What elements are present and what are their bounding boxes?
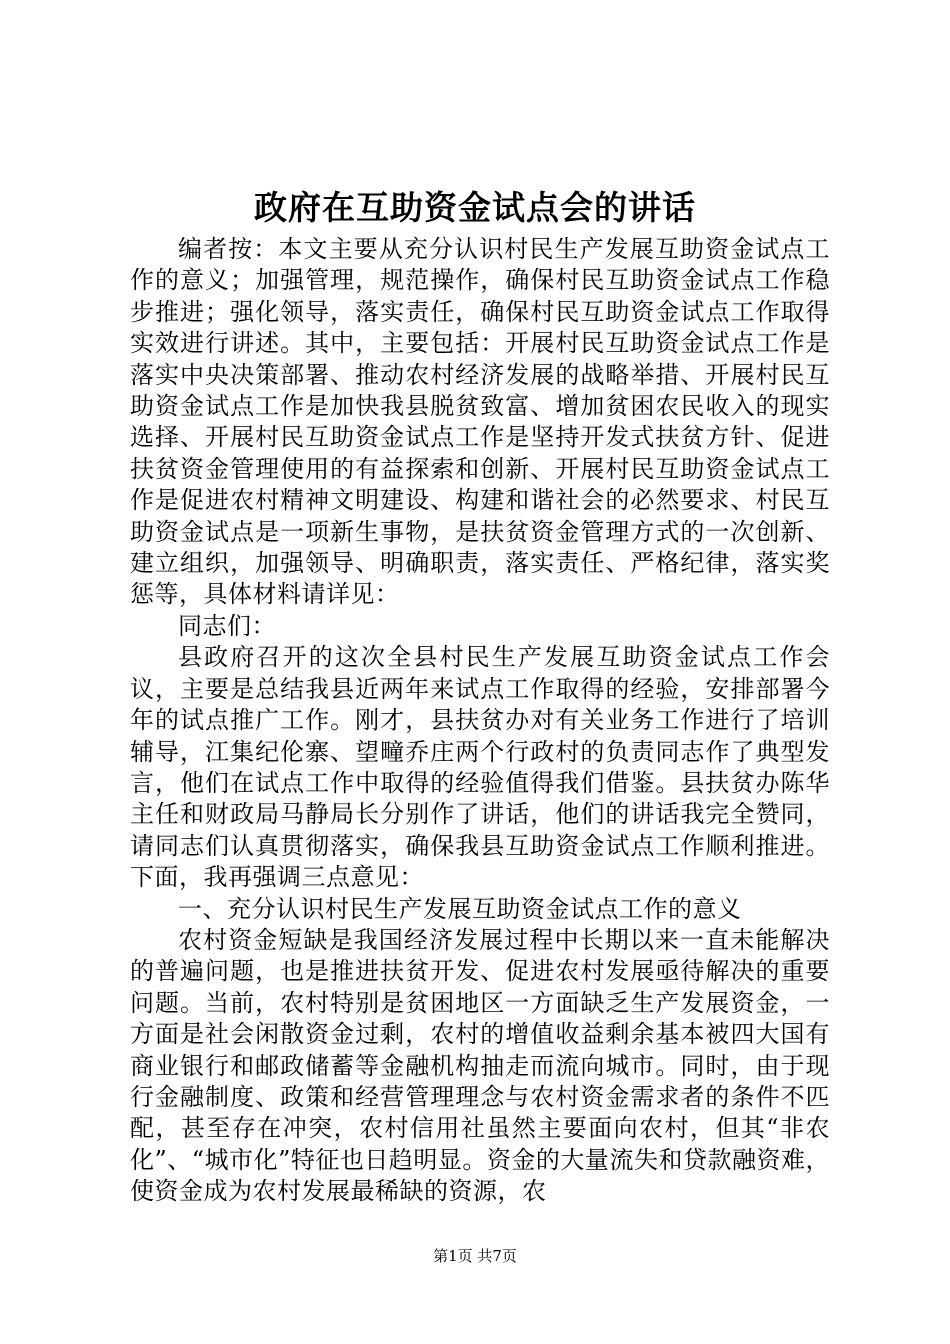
salutation-paragraph: 同志们： xyxy=(178,611,276,640)
editor-note-paragraph: 编者按：本文主要从充分认识村民生产发展互助资金试点工作的意义；加强管理，规范操作，确保村民互助资金试点工作稳步推进；强化领导，落实责任，确保村民互助资金试点工作取得实效进行讲述。其中，主要包括：开展村民互助资金试点工作是落实中央决策部署、推动农村经济发展的战略举措、开展村民互助资金试点工作是加快我县脱贫致富、增加贫困农民收入的现实选择、开展村民互助资金试点工作是坚持开发式扶贫方针、促进扶贫资金管理使用的有益探索和创新、开展村民互助资金试点工作是促进农村精神文明建设、构建和谐社会的必然要求、村民互助资金试点是一项新生事物，是扶贫资金管理方式的一次创新、建立组织，加强领导、明确职责，落实责任、严格纪律，落实奖惩等，具体材料请详见： xyxy=(130,235,830,609)
document-title: 政府在互助资金试点会的讲话 xyxy=(254,188,696,227)
document-body xyxy=(130,234,830,1208)
intro-paragraph: 县政府召开的这次全县村民生产发展互助资金试点工作会议，主要是总结我县近两年来试点工作取得的经验，安排部署今年的试点推广工作。刚才，县扶贫办对有关业务工作进行了培训辅导，江集纪伦寨、望疃乔庄两个行政村的负责同志作了典型发言，他们在试点工作中取得的经验值得我们借鉴。县扶贫办陈华主任和财政局马静局长分别作了讲话，他们的讲话我完全赞同，请同志们认真贯彻落实，确保我县互助资金试点工作顺利推进。下面，我再强调三点意见： xyxy=(130,643,830,892)
section-heading: 一、充分认识村民生产发展互助资金试点工作的意义 xyxy=(178,894,742,923)
page-footer: 第1页 共7页 xyxy=(433,1247,517,1265)
body-paragraph: 农村资金短缺是我国经济发展过程中长期以来一直未能解决的普遍问题，也是推进扶贫开发、促进农村发展亟待解决的重要问题。当前，农村特别是贫困地区一方面缺乏生产发展资金，一方面是社会闲散资金过剩，农村的增值收益剩余基本被四大国有商业银行和邮政储蓄等金融机构抽走而流向城市。同时，由于现行金融制度、政策和经营管理理念与农村资金需求者的条件不匹配，甚至存在冲突，农村信用社虽然主要面向农村，但其“非农化”、“城市化”特征也日趋明显。资金的大量流失和贷款融资难，使资金成为农村发展最稀缺的资源，农 xyxy=(130,925,830,1206)
